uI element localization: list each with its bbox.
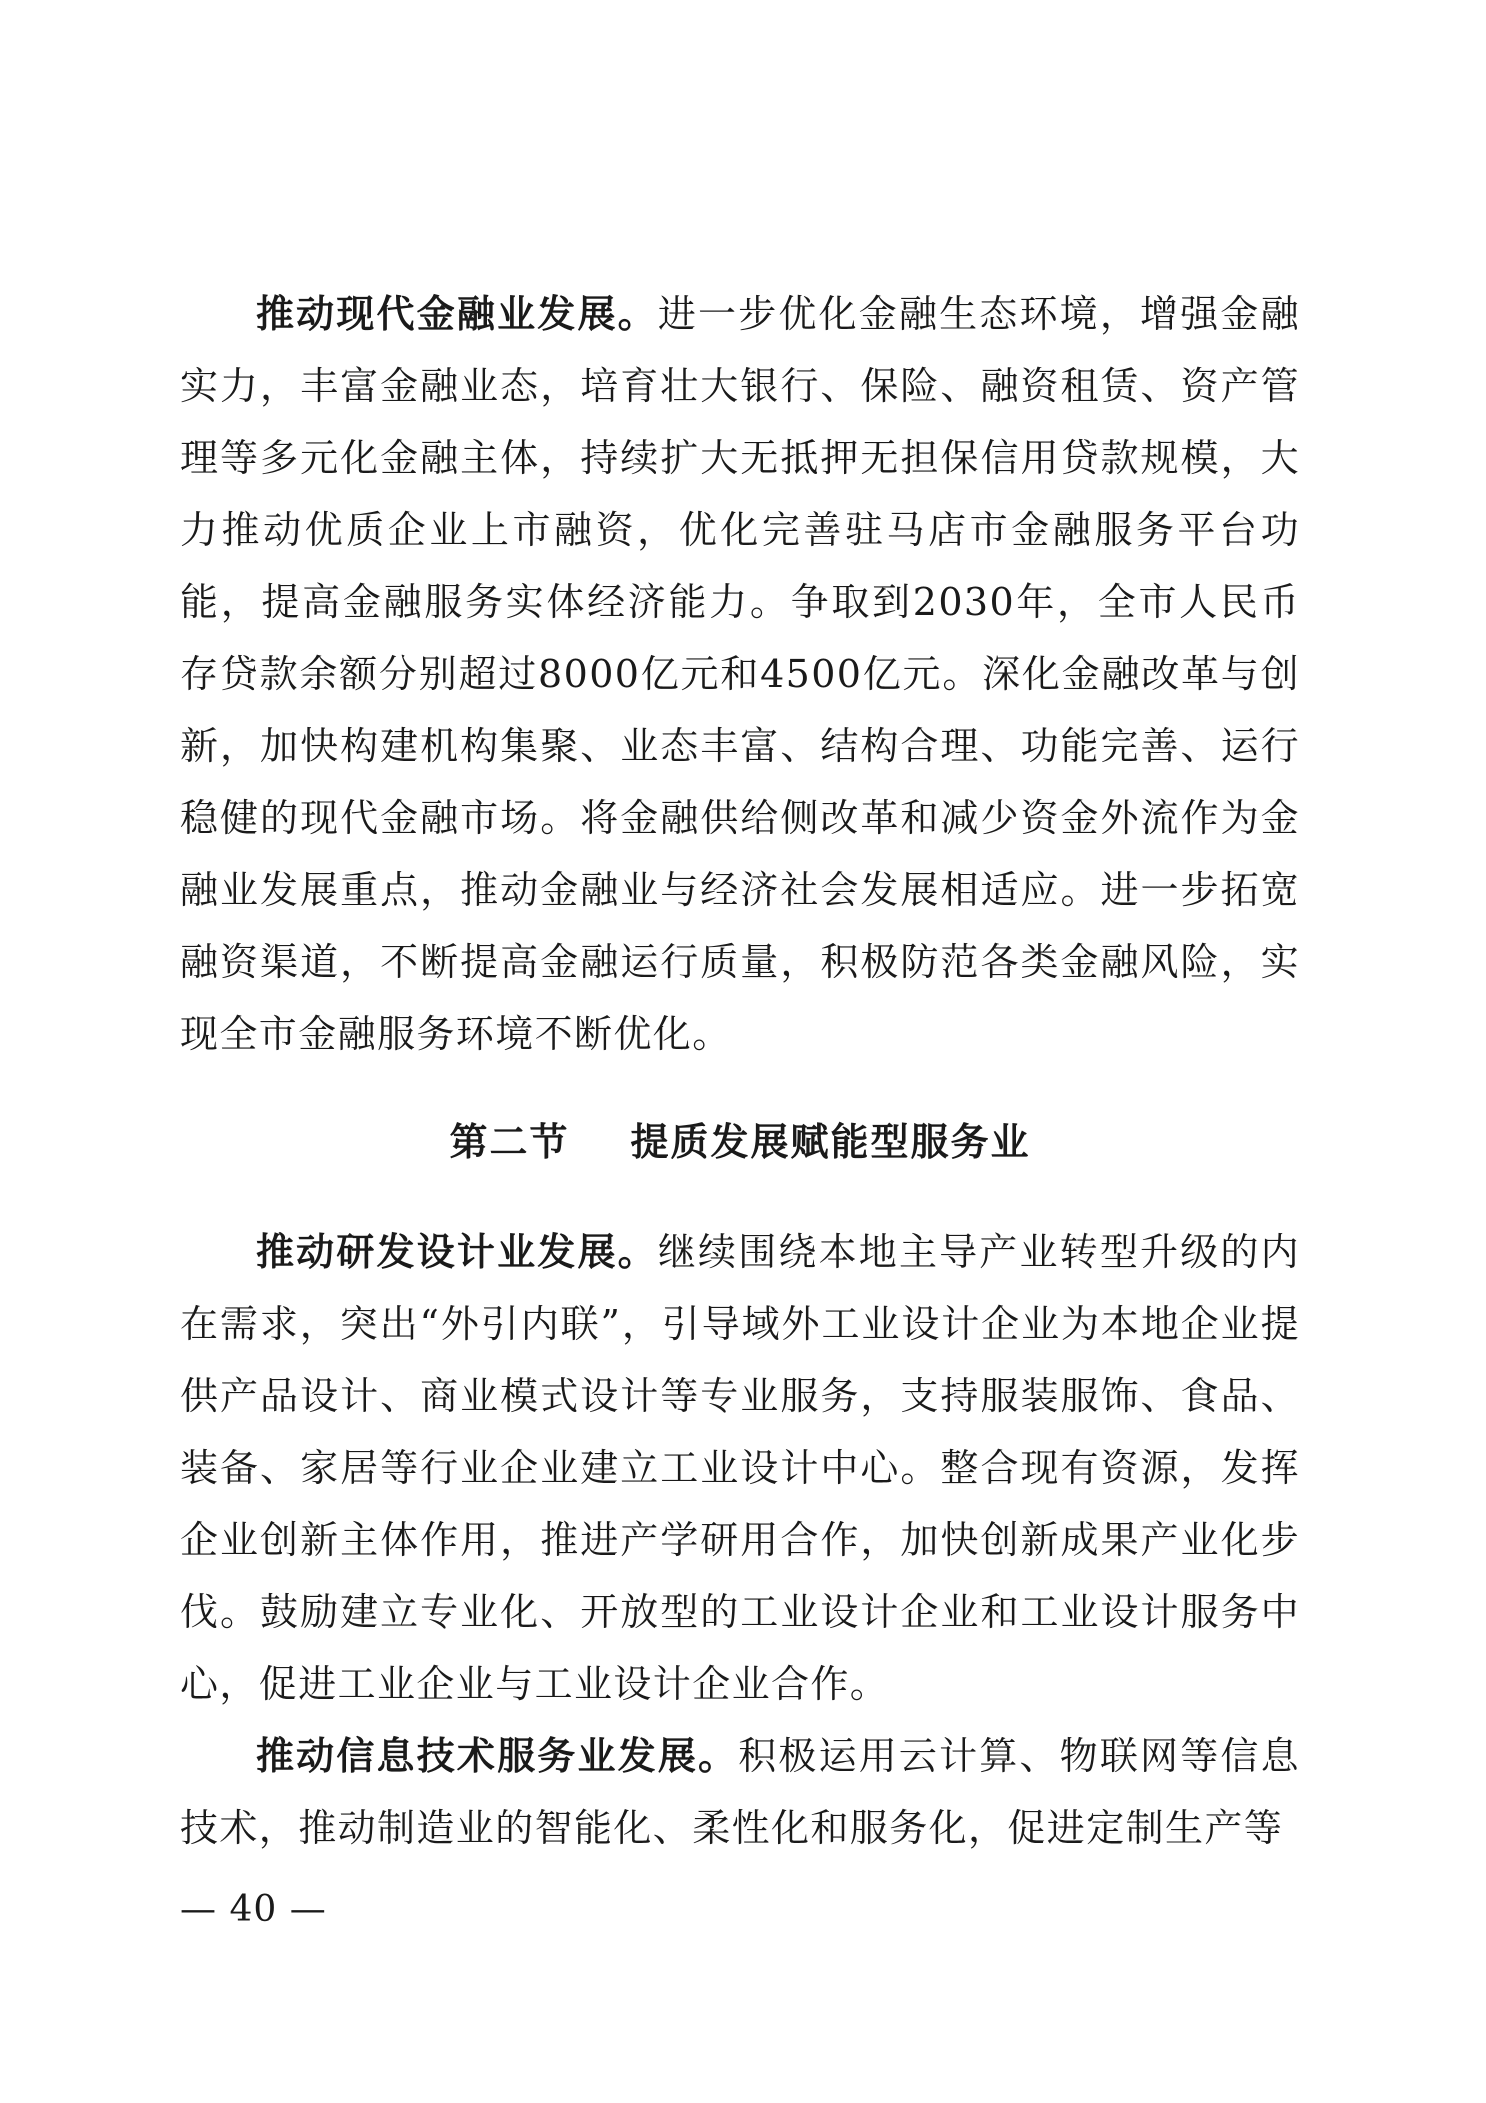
paragraph-lead: 推动现代金融业发展。 xyxy=(256,291,658,336)
page-number: — 40 — xyxy=(180,1889,327,1930)
paragraph-body: 继续围绕本地主导产业转型升级的内在需求，突出“外引内联”，引导域外工业设计企业为本地企业提供产品设计、商业模式设计等专业服务，支持服装服饰、食品、装备、家居等行业企业建立工业设计中心。整合现有资源，发挥企业创新主体作用，推进产学研用合作，加快创新成果产业化步伐。鼓励建立专业化、开放型的工业设计企业和工业设计服务中心，促进工业企业与工业设计企业合作。 xyxy=(180,1230,1300,1706)
paragraph-it-services xyxy=(180,1720,1300,1864)
paragraph-modern-finance xyxy=(180,278,1300,1070)
paragraph-lead: 推动信息技术服务业发展。 xyxy=(256,1733,739,1778)
paragraph-lead: 推动研发设计业发展。 xyxy=(256,1229,658,1274)
paragraph-body: 进一步优化金融生态环境，增强金融实力，丰富金融业态，培育壮大银行、保险、融资租赁、资产管理等多元化金融主体，持续扩大无抵押无担保信用贷款规模，大力推动优质企业上市融资，优化完善驻马店市金融服务平台功能，提高金融服务实体经济能力。争取到2030年，全市人民币存贷款余额分别超过8000亿元和4500亿元。深化金融改革与创新，加快构建机构集聚、业态丰富、结构合理、功能完善、运行稳健的现代金融市场。将金融供给侧改革和减少资金外流作为金融业发展重点，推动金融业与经济社会发展相适应。进一步拓宽融资渠道，不断提高金融运行质量，积极防范各类金融风险，实现全市金融服务环境不断优化。 xyxy=(180,292,1300,1056)
paragraph-rd-design xyxy=(180,1216,1300,1720)
section-title: 第二节 提质发展赋能型服务业 xyxy=(449,1119,1031,1164)
paragraph-body: 积极运用云计算、物联网等信息技术，推动制造业的智能化、柔性化和服务化，促进定制生产等 xyxy=(180,1734,1300,1850)
document-page xyxy=(180,278,1300,1864)
